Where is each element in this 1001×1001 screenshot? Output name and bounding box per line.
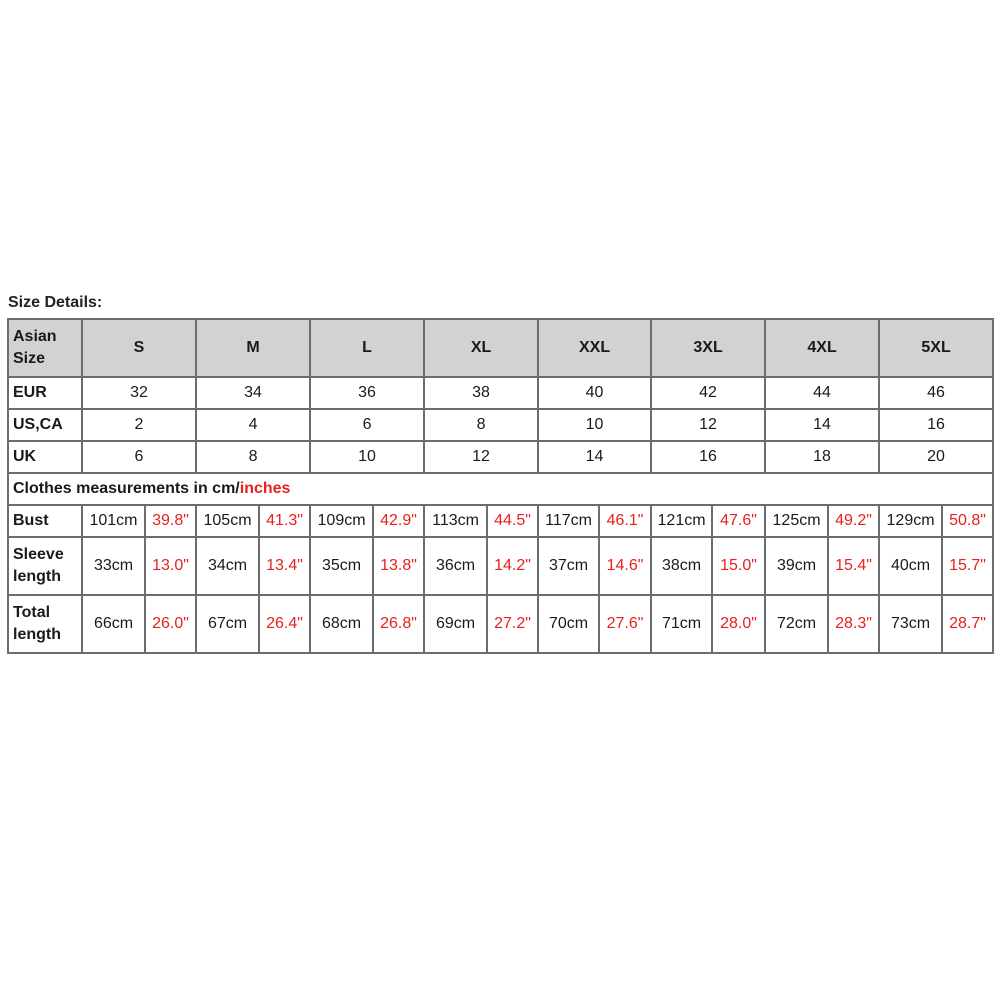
conversion-row	[8, 441, 993, 473]
size-header-cell: M	[196, 319, 310, 377]
measurement-inch-value: 14.6"	[599, 537, 651, 595]
measurement-cm-value: 101cm	[82, 505, 145, 537]
measurement-inch-value: 14.2"	[487, 537, 538, 595]
conversion-value: 4	[196, 409, 310, 441]
measurement-row	[8, 505, 993, 537]
conversion-value: 12	[651, 409, 765, 441]
measurements-title-highlight: inches	[239, 480, 291, 497]
conversion-value: 12	[424, 441, 538, 473]
size-chart-body	[8, 319, 993, 653]
measurement-cm-value: 40cm	[879, 537, 942, 595]
conversion-value: 16	[651, 441, 765, 473]
measurement-cm-value: 70cm	[538, 595, 599, 653]
measurement-inch-value: 13.4"	[259, 537, 310, 595]
conversion-row	[8, 409, 993, 441]
measurement-cm-value: 35cm	[310, 537, 373, 595]
measurement-inch-value: 13.8"	[373, 537, 424, 595]
measurement-cm-value: 69cm	[424, 595, 487, 653]
measurement-inch-value: 15.0"	[712, 537, 765, 595]
measurement-cm-value: 113cm	[424, 505, 487, 537]
measurement-cm-value: 109cm	[310, 505, 373, 537]
measurements-title	[8, 473, 993, 505]
measurement-inch-value: 26.4"	[259, 595, 310, 653]
measurements-section-row	[8, 473, 993, 505]
measurement-cm-value: 34cm	[196, 537, 259, 595]
measurement-cm-value: 121cm	[651, 505, 712, 537]
measurement-row	[8, 595, 993, 653]
measurement-inch-value: 28.7"	[942, 595, 993, 653]
measurement-inch-value: 28.3"	[828, 595, 879, 653]
conversion-value: 8	[196, 441, 310, 473]
measurement-inch-value: 41.3"	[259, 505, 310, 537]
conversion-value: 10	[538, 409, 651, 441]
conversion-value: 14	[538, 441, 651, 473]
conversion-value: 44	[765, 377, 879, 409]
measurement-cm-value: 72cm	[765, 595, 828, 653]
size-header-cell: S	[82, 319, 196, 377]
measurement-inch-value: 15.7"	[942, 537, 993, 595]
measurement-cm-value: 71cm	[651, 595, 712, 653]
measurement-row	[8, 537, 993, 595]
measurement-inch-value: 39.8"	[145, 505, 196, 537]
measurement-cm-value: 117cm	[538, 505, 599, 537]
conversion-value: 14	[765, 409, 879, 441]
measurement-inch-value: 50.8"	[942, 505, 993, 537]
measurement-inch-value: 47.6"	[712, 505, 765, 537]
conversion-value: 6	[82, 441, 196, 473]
measurements-title-prefix: Clothes measurements in cm/	[13, 480, 240, 497]
conversion-value: 38	[424, 377, 538, 409]
size-header-cell: XXL	[538, 319, 651, 377]
size-header-cell: XL	[424, 319, 538, 377]
conversion-value: 18	[765, 441, 879, 473]
measurement-inch-value: 13.0"	[145, 537, 196, 595]
measurement-cm-value: 68cm	[310, 595, 373, 653]
measurement-inch-value: 26.0"	[145, 595, 196, 653]
measurement-cm-value: 33cm	[82, 537, 145, 595]
measurement-inch-value: 42.9"	[373, 505, 424, 537]
measurement-cm-value: 67cm	[196, 595, 259, 653]
measurement-cm-value: 125cm	[765, 505, 828, 537]
conversion-label: US,CA	[8, 409, 82, 441]
measurement-cm-value: 66cm	[82, 595, 145, 653]
measurement-cm-value: 36cm	[424, 537, 487, 595]
measurement-cm-value: 38cm	[651, 537, 712, 595]
measurement-label: Bust	[8, 505, 82, 537]
measurement-label: Sleeve length	[8, 537, 82, 595]
measurement-inch-value: 27.2"	[487, 595, 538, 653]
size-header-cell: 3XL	[651, 319, 765, 377]
measurement-inch-value: 27.6"	[599, 595, 651, 653]
conversion-value: 42	[651, 377, 765, 409]
size-header-cell: L	[310, 319, 424, 377]
conversion-value: 36	[310, 377, 424, 409]
conversion-value: 40	[538, 377, 651, 409]
measurement-inch-value: 46.1"	[599, 505, 651, 537]
conversion-value: 32	[82, 377, 196, 409]
conversion-value: 16	[879, 409, 993, 441]
asian-size-label: Asian Size	[8, 319, 82, 377]
size-details-caption: Size Details:	[8, 294, 103, 311]
measurement-inch-value: 44.5"	[487, 505, 538, 537]
size-header-cell: 5XL	[879, 319, 993, 377]
conversion-value: 6	[310, 409, 424, 441]
size-chart-table	[7, 318, 994, 654]
header-row	[8, 319, 993, 377]
conversion-value: 2	[82, 409, 196, 441]
conversion-label: EUR	[8, 377, 82, 409]
measurement-inch-value: 26.8"	[373, 595, 424, 653]
conversion-value: 8	[424, 409, 538, 441]
conversion-value: 46	[879, 377, 993, 409]
measurement-cm-value: 37cm	[538, 537, 599, 595]
conversion-row	[8, 377, 993, 409]
measurement-cm-value: 105cm	[196, 505, 259, 537]
measurement-inch-value: 15.4"	[828, 537, 879, 595]
size-header-cell: 4XL	[765, 319, 879, 377]
conversion-value: 10	[310, 441, 424, 473]
measurement-cm-value: 39cm	[765, 537, 828, 595]
measurement-inch-value: 28.0"	[712, 595, 765, 653]
measurement-inch-value: 49.2"	[828, 505, 879, 537]
conversion-label: UK	[8, 441, 82, 473]
conversion-value: 20	[879, 441, 993, 473]
conversion-value: 34	[196, 377, 310, 409]
measurement-cm-value: 129cm	[879, 505, 942, 537]
measurement-cm-value: 73cm	[879, 595, 942, 653]
measurement-label: Total length	[8, 595, 82, 653]
